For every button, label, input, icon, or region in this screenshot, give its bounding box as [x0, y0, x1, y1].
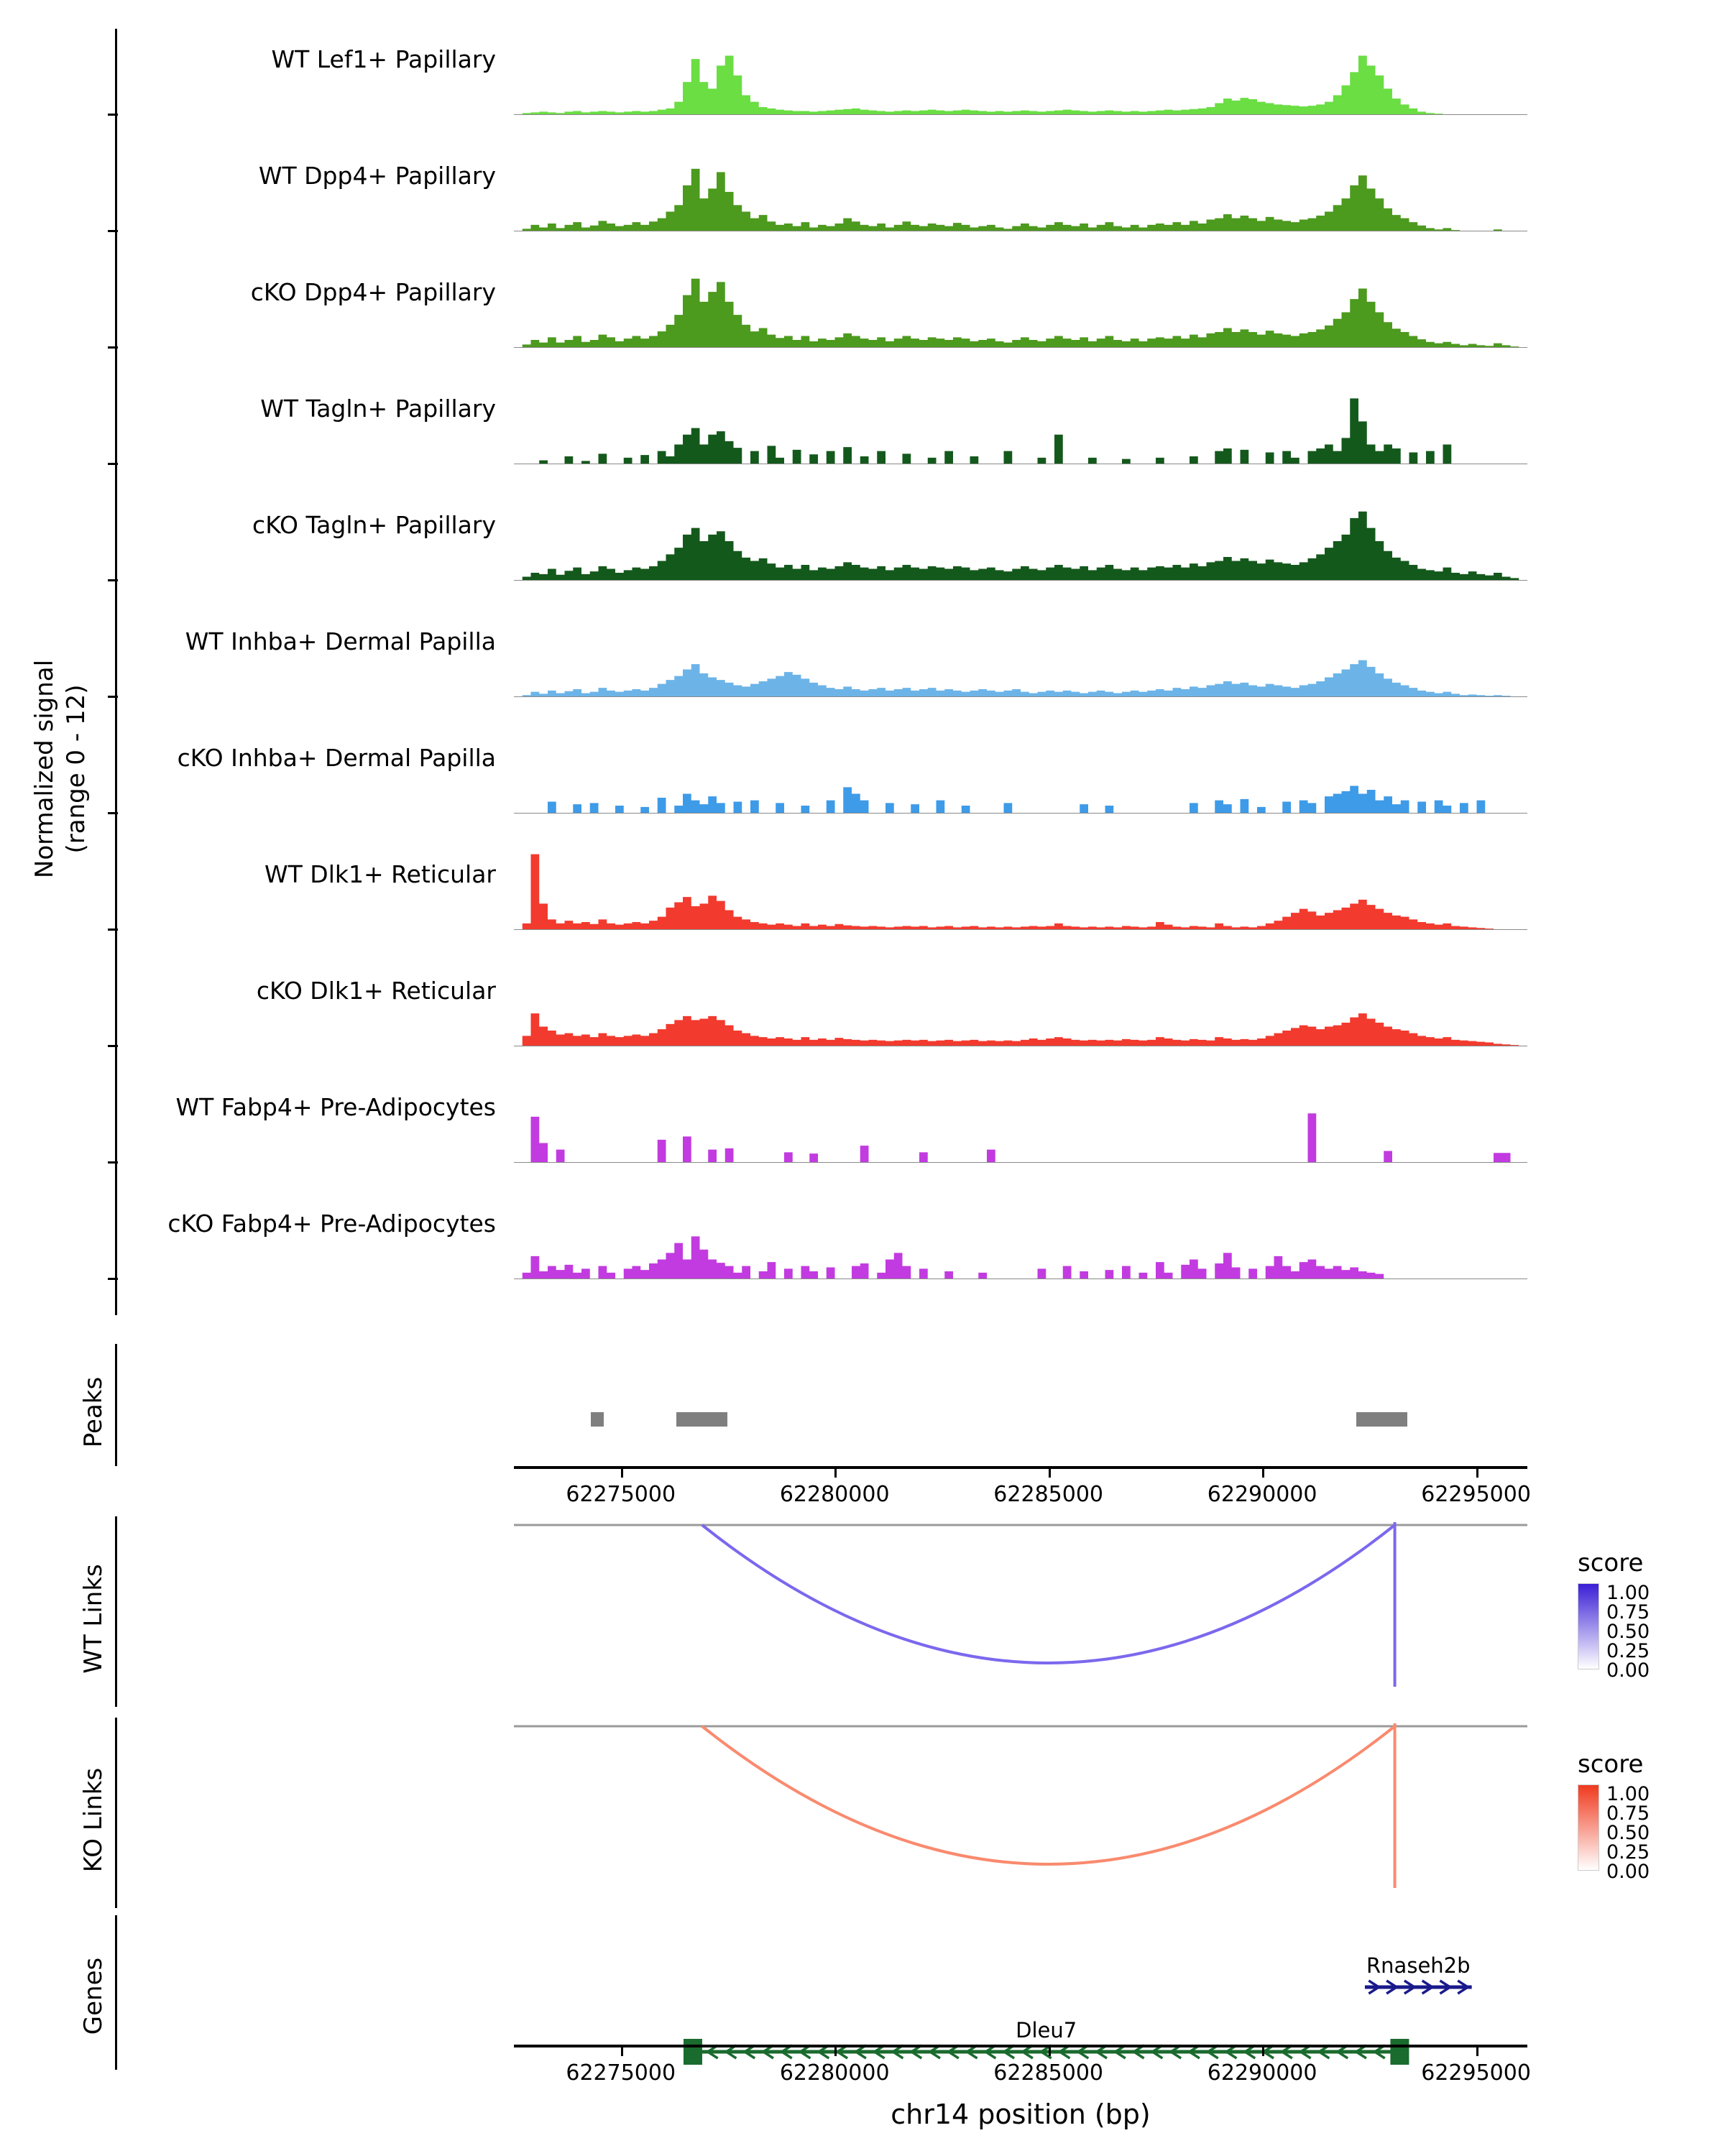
signal-track — [514, 152, 1527, 231]
wt-legend-tick-3: 0.25 — [1606, 1640, 1650, 1662]
signal-area — [514, 734, 1527, 814]
wt-links-label-group — [50, 1524, 108, 1714]
ko-links-label-group — [50, 1725, 108, 1915]
signal-area — [514, 36, 1527, 115]
track-label: WT Dpp4+ Papillary — [258, 162, 496, 190]
track-baseline — [514, 114, 1527, 116]
signal-track — [514, 618, 1527, 697]
gene-label: Rnaseh2b — [1366, 1953, 1471, 1978]
signal-track — [514, 269, 1527, 348]
axis-tick — [834, 1469, 837, 1478]
axis-tick — [621, 2047, 623, 2056]
track-label: WT Lef1+ Papillary — [271, 45, 496, 73]
ko-links-legend — [1578, 1750, 1650, 1883]
wt-links-legend — [1578, 1549, 1650, 1682]
axis-tick-label: 62280000 — [779, 2060, 890, 2086]
ko-links-panel-label: KO Links — [79, 1767, 108, 1873]
signal-axis-tick — [108, 696, 118, 698]
signal-track — [514, 36, 1527, 115]
wt-links-axis-bar — [115, 1516, 117, 1707]
signal-axis-tick — [108, 114, 118, 116]
signal-axis-tick — [108, 346, 118, 349]
track-label: WT Fabp4+ Pre-Adipocytes — [175, 1093, 496, 1121]
wt-legend-tick-4: 0.00 — [1606, 1659, 1650, 1682]
axis-tick — [1262, 2047, 1264, 2056]
signal-area — [514, 502, 1527, 581]
signal-axis-tick — [108, 230, 118, 232]
ko-links-axis-bar — [115, 1718, 117, 1908]
axis-line — [514, 1466, 1527, 1469]
links-svg — [514, 1516, 1527, 1707]
signal-axis-tick — [108, 1161, 118, 1164]
axis-tick — [1476, 1469, 1478, 1478]
axis-tick — [1049, 1469, 1051, 1478]
signal-area — [514, 269, 1527, 348]
signal-axis-bar — [115, 29, 117, 1315]
track-baseline — [514, 347, 1527, 349]
signal-track — [514, 851, 1527, 930]
track-label: WT Tagln+ Papillary — [260, 395, 496, 423]
track-label: cKO Dpp4+ Papillary — [250, 278, 496, 306]
axis-tick-label: 62285000 — [993, 1482, 1104, 1507]
wt-legend-tick-1: 0.75 — [1606, 1601, 1650, 1623]
track-baseline — [514, 580, 1527, 581]
track-label: cKO Tagln+ Papillary — [252, 511, 496, 539]
axis-tick — [1049, 2047, 1051, 2056]
track-baseline — [514, 231, 1527, 232]
peaks-panel-label-group — [50, 1351, 108, 1473]
axis-tick — [621, 1469, 623, 1478]
signal-axis-tick — [108, 463, 118, 465]
axis-tick — [1262, 1469, 1264, 1478]
axis-line — [514, 2045, 1527, 2047]
ko-legend-tick-4: 0.00 — [1606, 1861, 1650, 1883]
axis-tick-label: 62290000 — [1207, 1482, 1317, 1507]
track-baseline — [514, 464, 1527, 465]
genes-panel-label: Genes — [79, 1957, 108, 2035]
axis-tick-label: 62285000 — [993, 2060, 1104, 2086]
peaks-axis-bar — [115, 1344, 117, 1466]
track-baseline — [514, 1162, 1527, 1164]
signal-axis-tick — [108, 1278, 118, 1280]
signal-area — [514, 1200, 1527, 1279]
axis-tick-label: 62295000 — [1421, 1482, 1531, 1507]
track-baseline — [514, 813, 1527, 814]
signal-area — [514, 851, 1527, 930]
y-axis-label-line2: (range 0 - 12) — [62, 684, 91, 854]
track-label: WT Dlk1+ Reticular — [264, 860, 496, 888]
signal-track — [514, 385, 1527, 464]
axis-tick — [834, 2047, 837, 2056]
track-baseline — [514, 696, 1527, 698]
track-baseline — [514, 1046, 1527, 1047]
wt-links-legend-title: score — [1578, 1549, 1644, 1577]
ko-legend-tick-1: 0.75 — [1606, 1802, 1650, 1825]
signal-area — [514, 152, 1527, 231]
axis-tick-label: 62290000 — [1207, 2060, 1317, 2086]
ko-links-track — [514, 1718, 1527, 1908]
signal-axis-tick — [108, 579, 118, 581]
ko-legend-tick-0: 1.00 — [1606, 1783, 1650, 1805]
ko-links-legend-colorbar — [1578, 1784, 1599, 1871]
track-label: WT Inhba+ Dermal Papilla — [185, 627, 496, 655]
wt-links-panel-label: WT Links — [79, 1564, 108, 1674]
peak-region — [676, 1412, 727, 1427]
signal-axis-tick — [108, 929, 118, 931]
genes-label-group — [50, 1919, 108, 2073]
wt-links-track — [514, 1516, 1527, 1707]
signal-track — [514, 1084, 1527, 1163]
wt-legend-tick-0: 1.00 — [1606, 1582, 1650, 1604]
genes-axis-bar — [115, 1915, 117, 2070]
signal-track — [514, 502, 1527, 581]
ko-links-legend-title: score — [1578, 1750, 1644, 1779]
wt-links-legend-colorbar — [1578, 1583, 1599, 1669]
signal-area — [514, 1084, 1527, 1163]
peak-region — [591, 1412, 604, 1427]
axis-tick — [1476, 2047, 1478, 2056]
track-label: cKO Inhba+ Dermal Papilla — [177, 744, 496, 772]
signal-axis-tick — [108, 1045, 118, 1047]
track-baseline — [514, 929, 1527, 931]
signal-track — [514, 734, 1527, 814]
ko-legend-tick-2: 0.50 — [1606, 1822, 1650, 1844]
axis-tick-label: 62280000 — [779, 1482, 890, 1507]
signal-area — [514, 967, 1527, 1046]
genes-track — [514, 1897, 1527, 2084]
peaks-panel-label: Peaks — [79, 1376, 108, 1448]
links-svg — [514, 1718, 1527, 1908]
track-baseline — [514, 1279, 1527, 1280]
axis-tick-label: 62275000 — [566, 1482, 676, 1507]
peak-region — [1356, 1412, 1407, 1427]
track-label: cKO Dlk1+ Reticular — [256, 977, 496, 1005]
axis-tick-label: 62295000 — [1421, 2060, 1531, 2086]
signal-track — [514, 967, 1527, 1046]
axis-tick-label: 62275000 — [566, 2060, 676, 2086]
peaks-track — [514, 1344, 1527, 1466]
y-axis-label-line1: Normalized signal — [30, 659, 59, 879]
genes-svg — [514, 1897, 1527, 2084]
signal-axis-tick — [108, 812, 118, 814]
x-axis-title: chr14 position (bp) — [891, 2099, 1151, 2130]
wt-legend-tick-2: 0.50 — [1606, 1621, 1650, 1643]
gene-label: Dleu7 — [1016, 2018, 1077, 2042]
ko-legend-tick-3: 0.25 — [1606, 1841, 1650, 1864]
signal-area — [514, 618, 1527, 697]
signal-area — [514, 385, 1527, 464]
signal-track — [514, 1200, 1527, 1279]
track-label: cKO Fabp4+ Pre-Adipocytes — [167, 1210, 496, 1238]
